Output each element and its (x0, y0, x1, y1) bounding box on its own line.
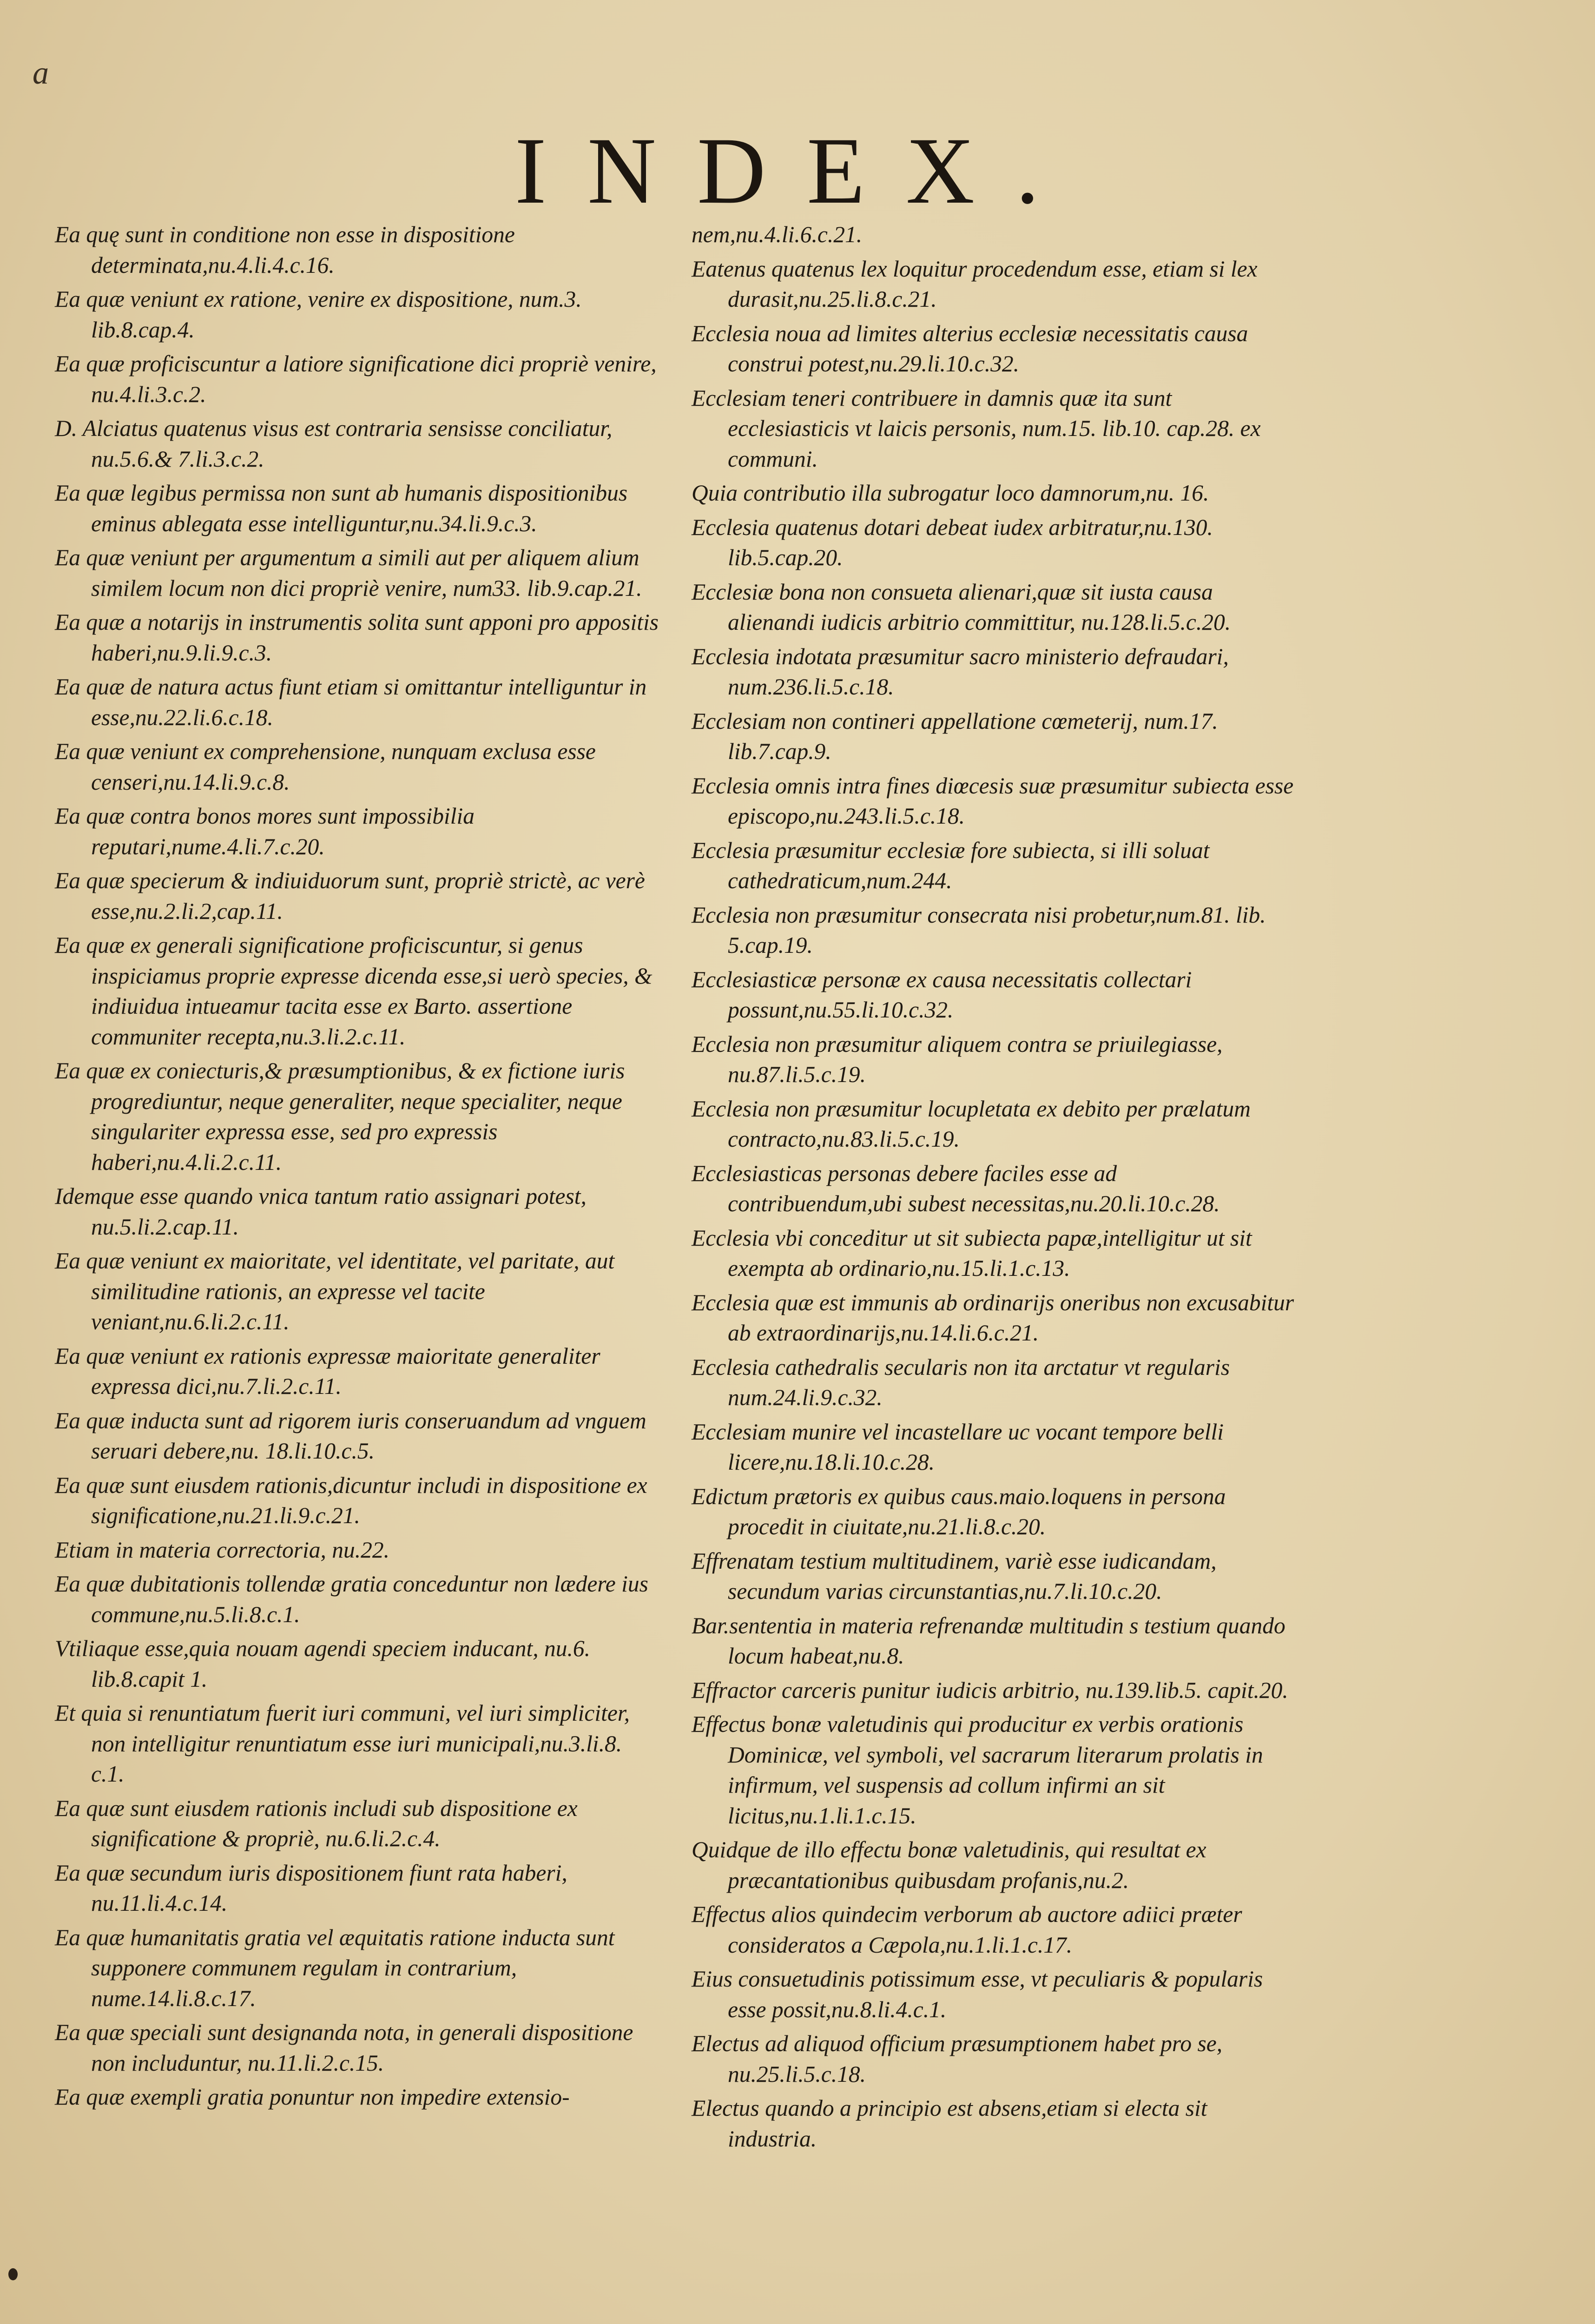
index-entry: Vtiliaque esse,quia nouam agendi speciem inducant, nu.6. lib.8.capit 1. (55, 1636, 591, 1692)
index-entry: Effractor carceris punitur iudicis arbitrio, nu.139.lib.5. capit.20. (692, 1677, 1288, 1703)
right-column (692, 219, 1296, 2158)
index-entry: Ea quæ contra bonos mores sunt impossibilia reputari,nume.4.li.7.c.20. (55, 803, 475, 859)
index-entry: Ea quæ sunt eiusdem rationis includi sub dispositione ex significatione & propriè, nu.6.li.2.c.4. (55, 1795, 578, 1851)
index-entry: Quidque de illo effectu bonæ valetudinis, qui resultat ex præcantationibus quibusdam profanis,nu.2. (692, 1837, 1206, 1893)
index-entry: Ea quæ proficiscuntur a latiore significatione dici propriè venire, nu.4.li.3.c.2. (55, 351, 657, 407)
index-entry: Quia contributio illa subrogatur loco damnorum,nu. 16. (692, 480, 1209, 506)
index-entry: Ecclesia quæ est immunis ab ordinarijs oneribus non excusabitur ab extraordinarijs,nu.14.li.6.c.21. (692, 1289, 1294, 1346)
index-entry: Ea quæ secundum iuris dispositionem fiunt rata haberi, nu.11.li.4.c.14. (55, 1860, 567, 1916)
index-entry: Ea quæ speciali sunt designanda nota, in generali dispositione non includuntur, nu.11.li.2.c.15. (55, 2020, 633, 2076)
index-entry: Electus quando a principio est absens,etiam si electa sit industria. (692, 2095, 1207, 2152)
index-entry: Et quia si renuntiatum fuerit iuri communi, vel iuri simpliciter, non intelligitur renuntiatum esse iuri municipali,nu.3.li.8. c.1. (55, 1700, 630, 1787)
index-entry: Ecclesiæ bona non consueta alienari,quæ sit iusta causa alienandi iudicis arbitrio committitur, nu.128.li.5.c.20. (692, 579, 1231, 635)
index-entry: Idemque esse quando vnica tantum ratio assignari potest, nu.5.li.2.cap.11. (55, 1183, 587, 1240)
index-entry: Ecclesia non præsumitur aliquem contra se priuilegiasse, nu.87.li.5.c.19. (692, 1031, 1223, 1087)
index-entry: Ea quæ a notarijs in instrumentis solita sunt apponi pro appositis haberi,nu.9.li.9.c.3. (55, 609, 659, 666)
index-entry: Ecclesiam teneri contribuere in damnis quæ ita sunt ecclesiasticis vt laicis personis, num.15. lib.10. cap.28. ex communi. (692, 385, 1261, 472)
margin-mark: a (33, 55, 49, 91)
index-entry: Etiam in materia correctoria, nu.22. (55, 1537, 389, 1563)
index-entry: Electus ad aliquod officium præsumptionem habet pro se, nu.25.li.5.c.18. (692, 2031, 1223, 2087)
index-entry: Ecclesiasticas personas debere faciles esse ad contribuendum,ubi subest necessitas,nu.20.li.10.c.28. (692, 1160, 1220, 1216)
index-entry: Ecclesiam munire vel incastellare uc vocant tempore belli licere,nu.18.li.10.c.28. (692, 1419, 1224, 1475)
index-entry: Eatenus quatenus lex loquitur procedendum esse, etiam si lex durasit,nu.25.li.8.c.21. (692, 256, 1258, 312)
page-title: INDEX. (514, 118, 1081, 224)
index-entry: Ea quæ veniunt ex ratione, venire ex dispositione, num.3. lib.8.cap.4. (55, 286, 582, 343)
index-entry: Ea quæ de natura actus fiunt etiam si omittantur intelliguntur in esse,nu.22.li.6.c.18. (55, 674, 647, 730)
index-entry: Ecclesiam non contineri appellatione cœmeterij, num.17. lib.7.cap.9. (692, 708, 1218, 764)
index-entry: Effectus bonæ valetudinis qui producitur ex verbis orationis Dominicæ, vel symboli, vel sacrarum literarum prolatis in infirmum, vel suspensis ad collum infirmi an sit licitus,nu.1.li.1.c.15. (692, 1711, 1263, 1829)
index-entry: Ecclesia indotata præsumitur sacro ministerio defraudari, num.236.li.5.c.18. (692, 643, 1229, 700)
index-entry: Ea quę sunt in conditione non esse in dispositione determinata,nu.4.li.4.c.16. (55, 222, 515, 278)
index-entry: Ecclesia cathedralis secularis non ita arctatur vt regularis num.24.li.9.c.32. (692, 1354, 1230, 1410)
index-entry: Effectus alios quindecim verborum ab auctore adiici præter consideratos a Cæpola,nu.1.li.1.c.17. (692, 1901, 1242, 1958)
index-entry: Ecclesia quatenus dotari debeat iudex arbitratur,nu.130. lib.5.cap.20. (692, 514, 1213, 570)
index-entry: Ea quæ ex coniecturis,& præsumptionibus, & ex fictione iuris progrediuntur, neque generaliter, neque specialiter, neque singulariter expressa esse, sed pro expressis haberi,nu.4.li.2.c.11. (55, 1058, 625, 1175)
index-entry: Ea quæ veniunt ex rationis expressæ maioritate generaliter expressa dici,nu.7.li.2.c.11. (55, 1343, 600, 1399)
index-entry: Ea quæ legibus permissa non sunt ab humanis dispositionibus eminus ablegata esse intelliguntur,nu.34.li.9.c.3. (55, 480, 628, 536)
ink-blot (8, 2268, 18, 2280)
index-entry: Edictum prætoris ex quibus caus.maio.loquens in persona procedit in ciuitate,nu.21.li.8.c.20. (692, 1483, 1226, 1539)
index-entry: Ecclesia præsumitur ecclesiæ fore subiecta, si illi soluat cathedraticum,num.244. (692, 837, 1210, 893)
index-entry: Ea quæ humanitatis gratia vel æquitatis ratione inducta sunt supponere communem regulam in contrarium, nume.14.li.8.c.17. (55, 1924, 615, 2011)
index-entry: Ecclesiasticæ personæ ex causa necessitatis collectari possunt,nu.55.li.10.c.32. (692, 966, 1192, 1023)
left-column (55, 219, 659, 2116)
index-entry: Ecclesia non præsumitur locupletata ex debito per prælatum contracto,nu.83.li.5.c.19. (692, 1096, 1251, 1152)
index-entry: Bar.sententia in materia refrenandæ multitudin s testium quando locum habeat,nu.8. (692, 1612, 1285, 1669)
index-entry: Ea quæ ex generali significatione proficiscuntur, si genus inspiciamus proprie expresse dicenda esse,si uerò species, & indiuidua intueamur tacita esse ex Barto. assertione communiter recepta,nu.3.li.2.c.11. (55, 932, 652, 1050)
index-entry: Effrenatam testium multitudinem, variè esse iudicandam, secundum varias circunstantias,nu.7.li.10.c.20. (692, 1548, 1217, 1604)
index-entry: Ecclesia non præsumitur consecrata nisi probetur,num.81. lib. 5.cap.19. (692, 902, 1266, 958)
index-entry: Ea quæ inducta sunt ad rigorem iuris conseruandum ad vnguem seruari debere,nu. 18.li.10.c.5. (55, 1407, 646, 1464)
index-entry: Ea quæ veniunt per argumentum a simili aut per aliquem alium similem locum non dici propriè venire, num33. lib.9.cap.21. (55, 545, 642, 601)
index-entry: Ecclesia noua ad limites alterius ecclesiæ necessitatis causa construi potest,nu.29.li.10.c.32. (692, 320, 1248, 376)
index-entry: Ecclesia vbi conceditur ut sit subiecta papæ,intelligitur ut sit exempta ab ordinario,nu.15.li.1.c.13. (692, 1225, 1252, 1281)
index-entry: D. Alciatus quatenus visus est contraria sensisse conciliatur, nu.5.6.& 7.li.3.c.2. (55, 416, 613, 472)
index-entry: Ea quæ sunt eiusdem rationis,dicuntur includi in dispositione ex significatione,nu.21.li.9.c.21. (55, 1472, 647, 1528)
index-entry: Ea quæ specierum & indiuiduorum sunt, propriè strictè, ac verè esse,nu.2.li.2,cap.11. (55, 868, 645, 924)
index-entry: Ea quæ veniunt ex comprehensione, nunquam exclusa esse censeri,nu.14.li.9.c.8. (55, 739, 596, 795)
index-entry: Ea quæ dubitationis tollendæ gratia conceduntur non lædere ius commune,nu.5.li.8.c.1. (55, 1571, 648, 1627)
index-entry: Ecclesia omnis intra fines diœcesis suæ præsumitur subiecta esse episcopo,nu.243.li.5.c.18. (692, 772, 1294, 829)
index-entry: Ea quæ exempli gratia ponuntur non impedire extensio- (55, 2084, 570, 2110)
index-entry: Ea quæ veniunt ex maioritate, vel identitate, vel paritate, aut similitudine rationis, an expresse vel tacite veniant,nu.6.li.2.c.11. (55, 1248, 615, 1334)
index-entry: nem,nu.4.li.6.c.21. (692, 222, 863, 247)
index-entry: Eius consuetudinis potissimum esse, vt peculiaris & popularis esse possit,nu.8.li.4.c.1. (692, 1966, 1263, 2022)
